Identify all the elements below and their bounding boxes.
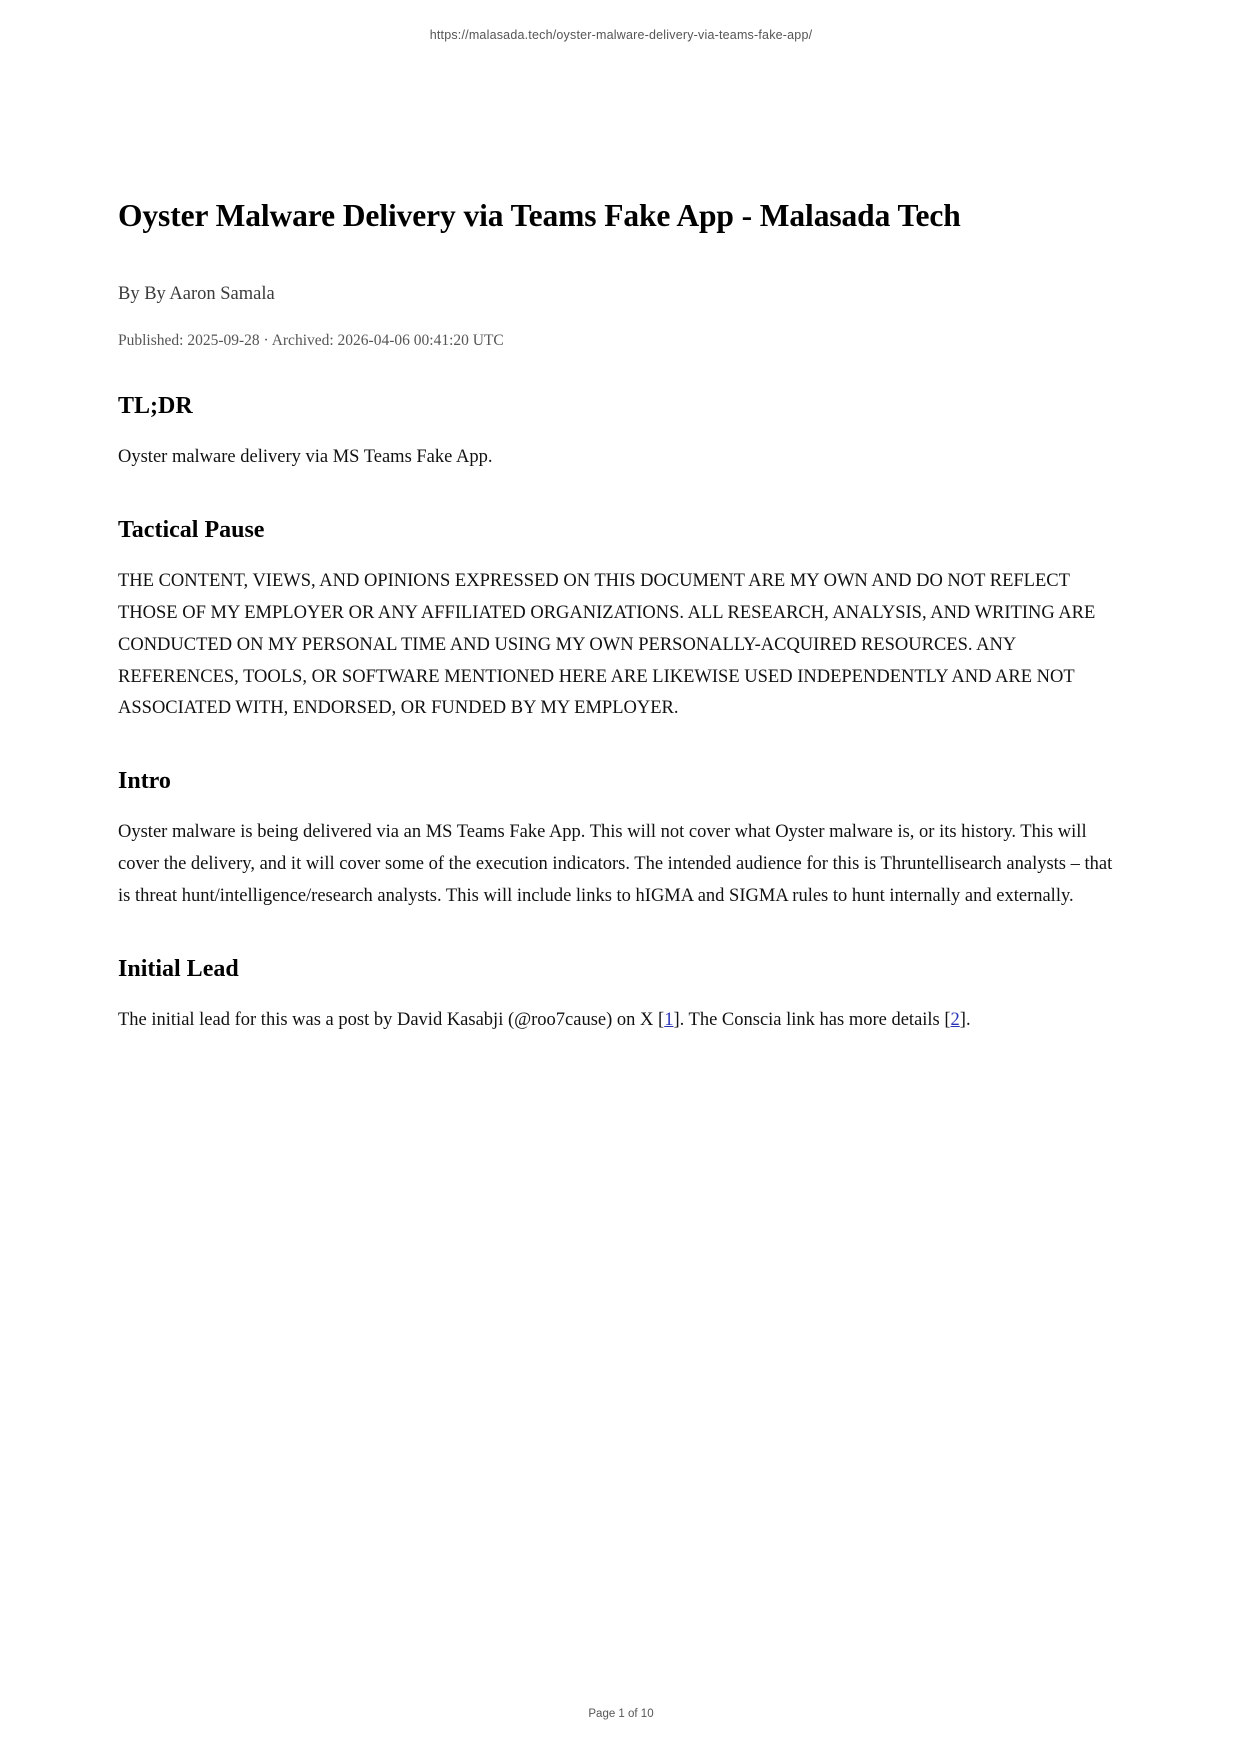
- section-heading-tactical-pause: Tactical Pause: [118, 517, 265, 544]
- reference-link-1[interactable]: 1: [664, 1009, 674, 1030]
- initial-lead-text-before: The initial lead for this was a post by David Kasabji (@roo7cause) on X [: [118, 1009, 665, 1030]
- author-byline: By By Aaron Samala: [118, 284, 275, 305]
- initial-lead-text-after: ].: [959, 1009, 971, 1030]
- section-paragraph-tldr: Oyster malware delivery via MS Teams Fake App.: [118, 447, 493, 468]
- section-paragraph-tactical-pause: THE CONTENT, VIEWS, AND OPINIONS EXPRESSED ON THIS DOCUMENT ARE MY OWN AND DO NOT REFLECT THOSE OF MY EMPLOYER OR ANY AFFILIATED ORGANIZATIONS. ALL RESEARCH, ANALYSIS, AND WRITING ARE CONDUCTED ON MY PERSONAL TIME AND USING MY OWN PERSONALLY-ACQUIRED RESOURCES. ANY REFERENCES, TOOLS, OR SOFTWARE MENTIONED HERE ARE LIKEWISE USED INDEPENDENTLY AND ARE NOT ASSOCIATED WITH, ENDORSED, OR FUNDED BY MY EMPLOYER.: [118, 571, 1096, 719]
- section-paragraph-initial-lead: [118, 1005, 1124, 1037]
- source-url: https://malasada.tech/oyster-malware-delivery-via-teams-fake-app/: [429, 28, 813, 42]
- publish-archive-meta: Published: 2025-09-28 · Archived: 2026-04-06 00:41:20 UTC: [118, 332, 504, 350]
- reference-link-2[interactable]: 2: [950, 1009, 960, 1030]
- section-heading-initial-lead: Initial Lead: [118, 955, 239, 982]
- initial-lead-text-middle: ]. The Conscia link has more details [: [673, 1009, 951, 1030]
- page-title: Oyster Malware Delivery via Teams Fake App - Malasada Tech: [118, 198, 961, 233]
- section-heading-tldr: TL;DR: [118, 393, 193, 420]
- section-paragraph-intro: Oyster malware is being delivered via an MS Teams Fake App. This will not cover what Oyster malware is, or its history. This will cover the delivery, and it will cover some of the execution indicators. The intended audience for this is Thruntellisearch analysts – that is threat hunt/intelligence/research analysts. This will include links to hIGMA and SIGMA rules to hunt internally and externally.: [118, 822, 1113, 906]
- section-heading-intro: Intro: [118, 768, 171, 795]
- document-content: [118, 196, 1124, 1037]
- page-footer: Page 1 of 10: [588, 1708, 654, 1720]
